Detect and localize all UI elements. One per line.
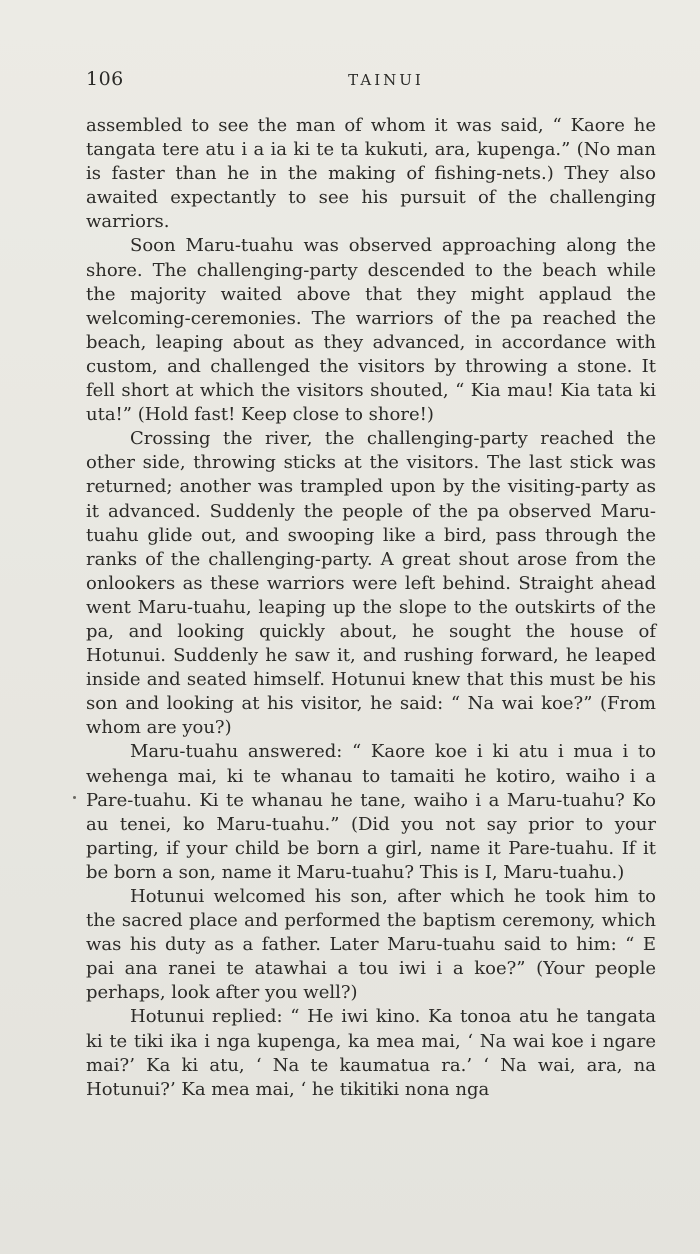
paragraph-4: Maru-tuahu answered: “ Kaore koe i ki atu i mua i to wehenga mai, ki te whanau to tamaiti he kotiro, waiho i a Pare-tuahu. Ki te whanau he tane, waiho i a Maru-tuahu? Ko au tenei, ko Maru-tuahu.” (Did you not say prior to your parting, if your child be born a girl, name it Pare-tuahu. If it be born a son, name it Maru-tuahu? This is I, Maru-tuahu.) — [86, 741, 656, 883]
page-header — [86, 68, 656, 96]
margin-mark — [73, 796, 76, 799]
running-head: TAINUI — [348, 71, 424, 89]
paragraph-5: Hotunui welcomed his son, after which he took him to the sacred place and performed the baptism ceremony, which was his duty as a father. Later Maru-tuahu said to him: “ E pai ana ranei te atawhai a tou iwi i a koe?” (Your people perhaps, look after you well?) — [86, 886, 656, 1004]
body-text — [86, 114, 656, 1102]
paragraph-1: assembled to see the man of whom it was said, “ Kaore he tangata tere atu i a ia ki te ta kukuti, ara, kupenga.” (No man is faster than he in the making of fishing-nets.) They also awaited expectantly to see his pursuit of the challenging warriors. — [86, 115, 656, 233]
paragraph-3: Crossing the river, the challenging-party reached the other side, throwing sticks at the visitors. The last stick was returned; another was trampled upon by the visiting-party as it advanced. Suddenly the people of the pa observed Maru-tuahu glide out, and swooping like a bird, pass through the ranks of the challenging-party. A great shout arose from the onlookers as these warriors were left behind. Straight ahead went Maru-tuahu, leaping up the slope to the outskirts of the pa, and looking quickly about, he sought the house of Hotunui. Suddenly he saw it, and rushing forward, he leaped inside and seated himself. Hotunui knew that this must be his son and looking at his visitor, he said: “ Na wai koe?” (From whom are you?) — [86, 428, 656, 739]
page-number: 106 — [86, 68, 124, 90]
paragraph-2: Soon Maru-tuahu was observed approaching along the shore. The challenging-party descended to the beach while the majority waited above that they might applaud the welcoming-ceremonies. The warriors of the pa reached the beach, leaping about as they advanced, in accordance with custom, and challenged the visitors by throwing a stone. It fell short at which the visitors shouted, “ Kia mau! Kia tata ki uta!” (Hold fast! Keep close to shore!) — [86, 235, 656, 426]
paragraph-6: Hotunui replied: “ He iwi kino. Ka tonoa atu he tangata ki te tiki ika i nga kupenga, ka mea mai, ‘ Na wai koe i ngare mai?’ Ka ki atu, ‘ Na te kaumatua ra.’ ‘ Na wai, ara, na Hotunui?’ Ka mea mai, ‘ he tikitiki nona nga — [86, 1006, 656, 1100]
